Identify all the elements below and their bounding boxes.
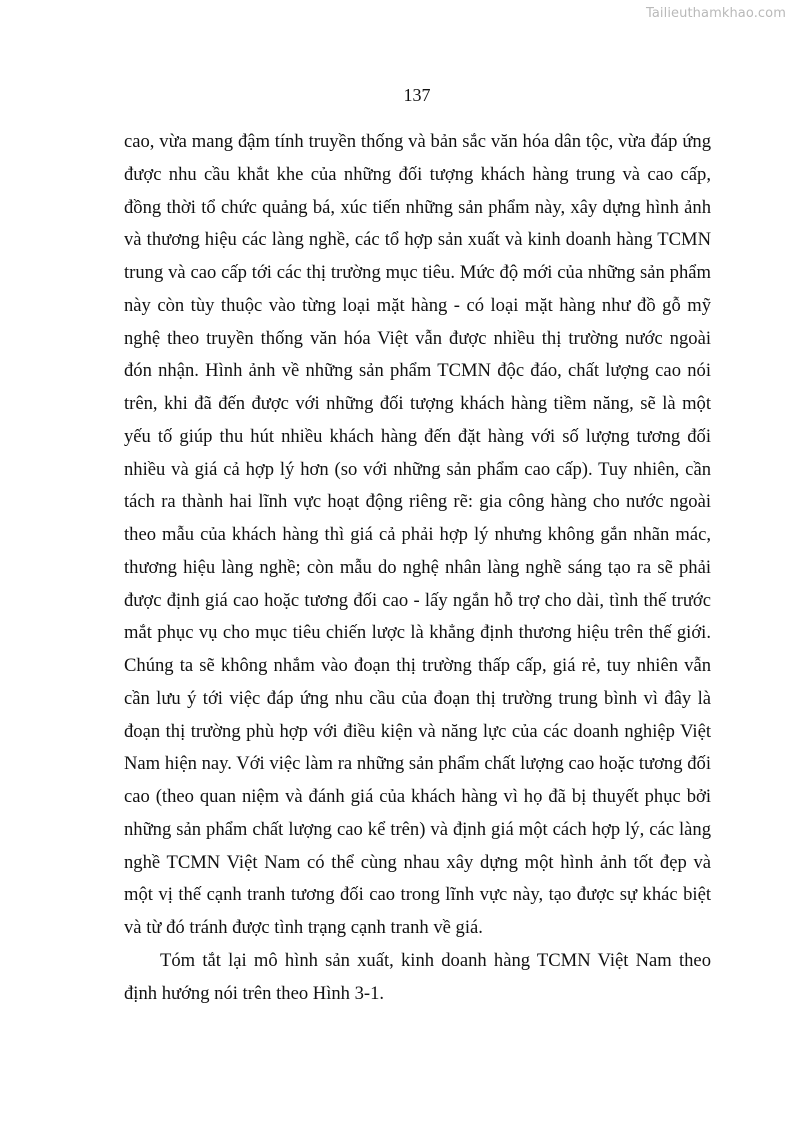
- text-line: nghề TCMN Việt Nam có thể cùng nhau xây dựng một hình ảnh tốt đẹp và: [124, 851, 711, 873]
- page-number: 137: [403, 85, 431, 105]
- text-line: và từ đó tránh được tình trạng cạnh tranh về giá.: [124, 917, 483, 938]
- text-line: được nhu cầu khắt khe của những đối tượng khách hàng trung và cao cấp,: [124, 163, 711, 185]
- paragraph-2: [124, 945, 711, 1011]
- text-line: Chúng ta sẽ không nhắm vào đoạn thị trường thấp cấp, giá rẻ, tuy nhiên vẫn: [124, 655, 711, 676]
- text-line: cao (theo quan niệm và đánh giá của khách hàng vì họ đã bị thuyết phục bởi: [124, 786, 711, 807]
- text-line: theo mẫu của khách hàng thì giá cả phải hợp lý nhưng không gắn nhãn mác,: [124, 524, 711, 545]
- text-line: trên, khi đã đến được với những đối tượng khách hàng tiềm năng, sẽ là một: [124, 393, 711, 414]
- text-line: cần lưu ý tới việc đáp ứng nhu cầu của đoạn thị trường trung bình vì đây là: [124, 687, 711, 709]
- text-line: đón nhận. Hình ảnh về những sản phẩm TCMN độc đáo, chất lượng cao nói: [124, 360, 711, 382]
- text-line: những sản phẩm chất lượng cao kể trên) và định giá một cách hợp lý, các làng: [124, 818, 711, 840]
- text-line: này còn tùy thuộc vào từng loại mặt hàng - có loại mặt hàng như đồ gỗ mỹ: [124, 294, 711, 316]
- document-body: [124, 126, 711, 1010]
- text-line: được định giá cao hoặc tương đối cao - lấy ngắn hỗ trợ cho dài, tình thế trước: [124, 589, 711, 611]
- text-line: yếu tố giúp thu hút nhiều khách hàng đến đặt hàng với số lượng tương đối: [124, 425, 711, 447]
- paragraph-1: [124, 126, 711, 945]
- text-line: Nam hiện nay. Với việc làm ra những sản phẩm chất lượng cao hoặc tương đối: [124, 753, 711, 775]
- text-line: nghệ theo truyền thống văn hóa Việt vẫn được nhiều thị trường nước ngoài: [124, 327, 711, 349]
- text-line: mắt phục vụ cho mục tiêu chiến lược là khẳng định thương hiệu trên thế giới.: [124, 622, 711, 644]
- text-line: trung và cao cấp tới các thị trường mục tiêu. Mức độ mới của những sản phẩm: [124, 262, 711, 283]
- text-line: tách ra thành hai lĩnh vực hoạt động riêng rẽ: gia công hàng cho nước ngoài: [124, 491, 711, 513]
- text-line: định hướng nói trên theo Hình 3-1.: [124, 982, 385, 1004]
- watermark-text: Tailieuthamkhao.com: [645, 6, 786, 21]
- text-line: Tóm tắt lại mô hình sản xuất, kinh doanh hàng TCMN Việt Nam theo: [160, 949, 711, 971]
- text-line: một vị thế cạnh tranh tương đối cao trong lĩnh vực này, tạo được sự khác biệt: [124, 884, 711, 906]
- text-line: nhiều và giá cả hợp lý hơn (so với những sản phẩm cao cấp). Tuy nhiên, cần: [124, 458, 711, 480]
- text-line: thương hiệu làng nghề; còn mẫu do nghệ nhân làng nghề sáng tạo ra sẽ phải: [124, 556, 711, 578]
- text-line: và thương hiệu các làng nghề, các tổ hợp sản xuất và kinh doanh hàng TCMN: [124, 229, 711, 251]
- text-line: đoạn thị trường phù hợp với điều kiện và năng lực của các doanh nghiệp Việt: [124, 720, 711, 742]
- text-line: đồng thời tổ chức quảng bá, xúc tiến những sản phẩm này, xây dựng hình ảnh: [124, 196, 711, 218]
- text-line: cao, vừa mang đậm tính truyền thống và bản sắc văn hóa dân tộc, vừa đáp ứng: [124, 131, 711, 152]
